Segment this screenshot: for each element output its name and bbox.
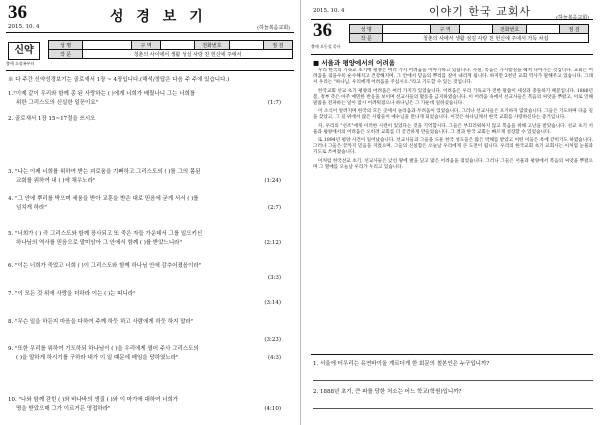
info-value-name[interactable] — [83, 41, 132, 50]
church-history-page — [300, 0, 600, 425]
table-rule — [6, 70, 294, 71]
question-text: 2. 골로새서 1장 15~17절을 쓰시오 — [8, 116, 96, 122]
table-rule — [311, 54, 593, 55]
question-ref: (2:7) — [267, 205, 281, 211]
info-header-name: 성 명 — [350, 25, 383, 34]
question-3 — [8, 168, 293, 186]
question-cont: 교회를 위하여 내 ( )에 채우노라" — [16, 178, 96, 184]
info-row-label: 작 문 — [49, 50, 83, 59]
questions-rule — [311, 354, 593, 355]
question-cont: 넘치게 하라" — [16, 205, 47, 211]
question-2 — [8, 115, 293, 124]
article-paragraph: 또 1894년 평양 사건이 일어났습니다. 선교사들과 그들을 도운 한국 성도들은 많은 박해를 받았고 어떤 이들은 옥에 갇히기도 하였습니다. 그러나 그들은 끝까지 믿음을 지켰으며, 그들의 신실함은 오늘날 우리에게 큰 도전이 됩니다. 우리의 한국교회 초기 교회사는 이처럼 눈물과 기도로 쓰여졌습니다. — [313, 138, 593, 156]
question-ref: (1:24) — [264, 178, 281, 184]
info-header-check: 점 검 — [560, 25, 589, 34]
question-cont: 명을 받았으매 그가 이르거든 영접하라" — [16, 406, 111, 412]
question-4 — [8, 195, 293, 213]
question-text: 3. "나는 이제 너희를 위하여 받는 괴로움을 기뻐하고 그리스도의 ( )를 그의 몸된 — [8, 169, 201, 175]
answer-line-1[interactable] — [313, 380, 593, 381]
article-paragraph: 우리 한국의 기독교 초기에 평양은 여러 가지 어려움을 이야기하고 있습니다. 사실, 복음은 가시밭길을 헤쳐 나아가는 것입니다. 교회는 어려움을 겪을수록 순수해지고 건강해지며, 그 안에서 믿음의 뿌리를 깊이 내리게 됩니다. 하지만 2천년 교회 역사가 말해주고 있습니다. 그래서 우리는 "하나님, 우리에게 어려움을 주십시오."라고 기도할 수 있는 것입니다. — [313, 68, 593, 86]
info-header-district: 구 역 — [431, 25, 460, 34]
question-ref: (2:12) — [264, 240, 281, 246]
question-ref: (4:10) — [264, 406, 281, 412]
review-question-1: 1. 서울에 터우리는 유연바이올 게르더게 한 회문의 철본인은 누구입니까? — [313, 361, 490, 367]
info-table — [48, 40, 293, 59]
question-6 — [8, 262, 293, 281]
question-text: 9. "또한 우리를 위하여 기도하되 하나님이 ( )을 우리에게 열어 주사 그리스도의 — [8, 346, 199, 352]
question-ref: (3:14) — [264, 300, 281, 306]
question-text: 10. "나와 함께 갇힌 ( )와 바나바의 생질 ( )와 이 마가에 대하여 너희가 — [8, 397, 179, 403]
article-paragraph: 이 소식이 알려지며 한국의 모든 곳에서 놀라움과 두려움이 있었습니다. 그러나 선교사들은 포기하지 않았습니다. 그들은 기도하며 다음 길을 찾았고, 그 길 위에서 많은 사람들이 예수님을 만나게 되었습니다. 이것은 하나님께서 한국 교회를 사랑하신다는 증거입니다. — [313, 109, 593, 121]
question-7 — [8, 290, 293, 306]
article-paragraph: 자, 우리의 "선조"에게 이러한 시련이 있었다는 것을 기억합시다. 그들은 부끄러워하지 않고 복음을 위해 고난을 받았습니다. 선교 초기 서울과 평양에서의 어려움은 오히려 교회를 더 굳건하게 만들었습니다. 그 결과 한국 교회는 빠르게 성장할 수 있었습니다. — [313, 123, 593, 135]
info-header-district: 구 역 — [131, 41, 160, 50]
question-1 — [8, 90, 293, 108]
issue-number: 36 — [8, 2, 27, 23]
info-row-label: 작 문 — [350, 34, 383, 43]
issue-date: 2015. 10. 4 — [313, 8, 345, 14]
issue-subtitle: 출애 오동설 목사 — [311, 44, 341, 49]
question-text: 5. "너희가 ( ) 즉 그리스도와 함께 장사되고 또 죽은 자들 가운데서 그를 일으키신 — [8, 231, 203, 237]
question-cont: ( )을 말하게 하시기를 구하라 내가 이 일 때문에 매임을 당하였노라" — [16, 355, 179, 361]
question-8 — [8, 318, 293, 343]
question-text: 4. "그 안에 뿌리를 박으며 세움을 받아 교훈을 받은 대로 믿음에 굳게 서서 ( )를 — [8, 196, 199, 202]
question-9 — [8, 345, 293, 363]
issue-date: 2015. 10. 4 — [8, 24, 40, 30]
question-ref: (1:7) — [267, 100, 281, 106]
question-ref: (4:3) — [267, 355, 281, 361]
church-note: (하늘복음교회) — [556, 15, 589, 21]
page-title: 이야기 한국 교회사 — [429, 5, 532, 18]
title-rule — [6, 32, 294, 33]
question-ref: (3:23) — [264, 337, 281, 343]
question-text: 7. "이 모든 것 위에 사랑을 더하라 이는 ( )는 띠니라" — [8, 291, 136, 297]
info-value-district[interactable] — [459, 25, 492, 34]
question-10 — [8, 396, 293, 414]
page-title: 성 경 보 기 — [110, 9, 207, 25]
question-cont: 위한 그리스도의 신실한 일꾼이요" — [16, 100, 99, 106]
question-text: 1."이제 같이 우리와 함께 종 된 사랑하는 ( )에게 너희가 배웠나니 그는 너희를 — [8, 91, 196, 97]
question-text: 6. "이는 너희가 죽었고 너희 ( )이 그리스도와 함께 하나님 안에 감추어졌음이라" — [8, 263, 202, 269]
info-row-text: 청춘의 사에서 생활 섬김 사랑 친 헌신에 주에서 가득 차십 — [383, 34, 589, 43]
article-paragraph: 한국교회 선교 초기 평양의 어려움은 여러 가지가 있었습니다. 어려움은 우리 기독교가 전한 말씀이 세상과 충돌하기 때문입니다. 1888년 봄, 정부 측은 아주 예민한 반응을 보이며 선교사들의 활동을 금지하였습니다. 이 어려움 속에서 선교사들은 복음의 씨앗을 뿌렸고, 이로 인해 말씀을 전파하는 일이 잠시 어려워졌으나 하나님은 그 가운데 일하셨습니다. — [313, 88, 593, 107]
church-note: (하늘복음교회) — [257, 25, 290, 31]
info-header-name: 성 명 — [49, 41, 83, 50]
info-row-text: 청춘의 사이에서 생활 성실 사랑 친 헌신에 주에서 — [83, 50, 293, 59]
info-table — [349, 24, 589, 43]
issue-number: 36 — [313, 20, 332, 41]
article-paragraph: 이처럼 한국선교 초기, 선교사들은 낮선 땅에 발을 딛고 많은 어려움을 겪었습니다. 그러나 그들은 서울과 평양에서 복음의 씨앗을 뿌렸으며 그 열매를 오늘날 우리가 누리고 있습니다. — [313, 158, 593, 170]
info-value-district[interactable] — [161, 41, 195, 50]
info-value-phone[interactable] — [229, 41, 263, 50]
testament-badge: 신약 — [8, 42, 40, 60]
question-cont: 하나님의 역사를 믿음으로 말미암아 그 안에서 함께 ( )를 받았느니라" — [16, 240, 183, 246]
info-header-check: 점 검 — [263, 41, 292, 50]
info-header-phone: 전화번호 — [195, 41, 229, 50]
info-value-phone[interactable] — [526, 25, 559, 34]
instruction: ※ 다 주간 신약성경보기는 골로새서 1장 ~ 4장입니다.(해석/정답은 다음 주 주에 있습니다.) — [8, 77, 230, 83]
question-text: 8. "무슨 일을 하든지 마음을 다하여 주께 하듯 하고 사람에게 하듯 하지 말라" — [8, 319, 194, 325]
review-question-2: 2. 1888년 초기, 큰 파를 당한 처소는 어느 학교(학원)입니까? — [313, 389, 462, 395]
badge-subtitle: 출애 소장족부터 — [6, 61, 35, 66]
answer-line-2[interactable] — [313, 408, 593, 409]
info-value-name[interactable] — [383, 25, 431, 34]
question-ref: (3:3) — [267, 275, 281, 281]
title-rule — [311, 19, 593, 20]
question-5 — [8, 230, 293, 248]
article-body — [313, 68, 593, 350]
section-title: ■ 서울과 평양에서의 어려움 — [313, 59, 395, 67]
info-header-phone: 전화번호 — [493, 25, 526, 34]
